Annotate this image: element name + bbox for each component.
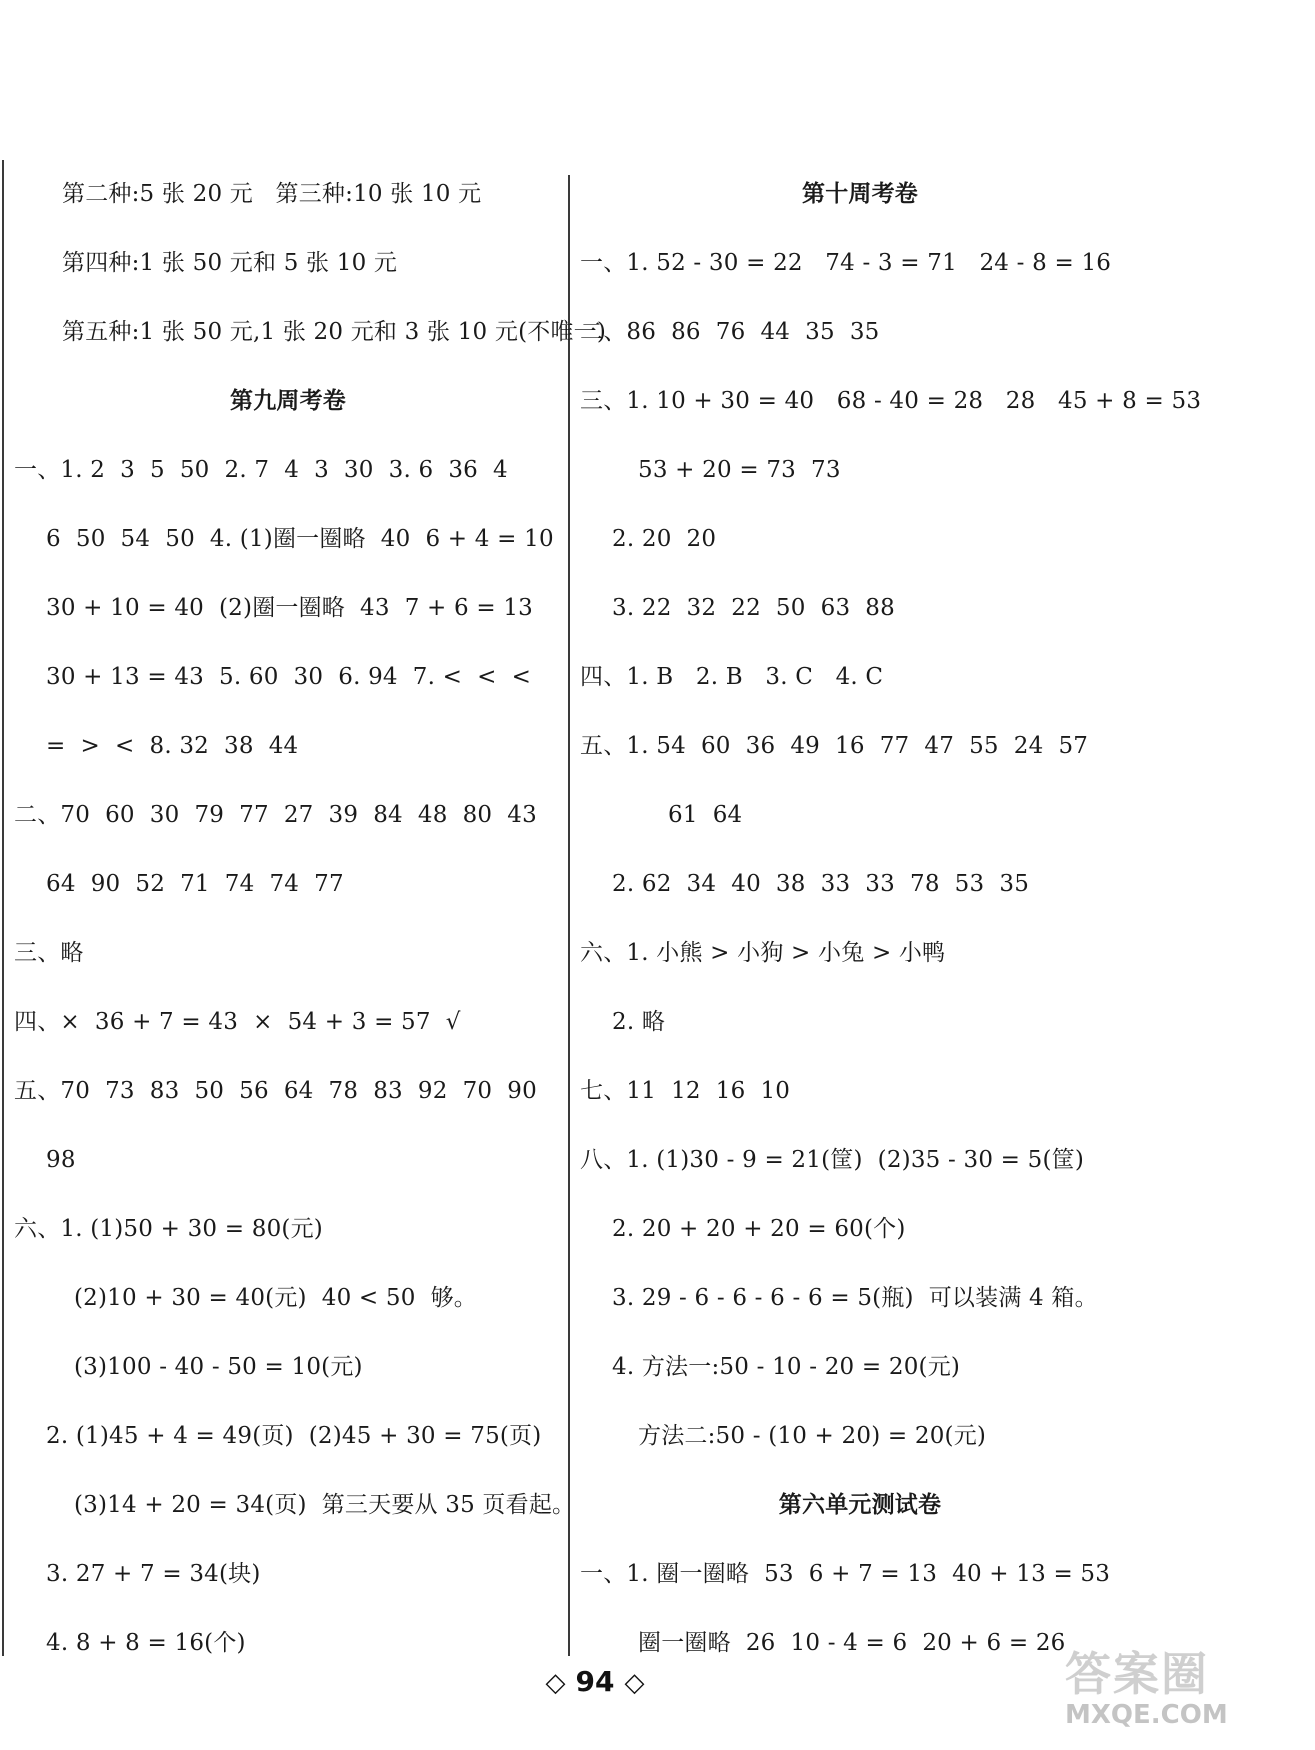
answer-line: 2. 略	[612, 1009, 666, 1035]
right-column	[580, 160, 1300, 1678]
left-margin-rule	[2, 160, 4, 1656]
answer-line: 二、70 60 30 79 77 27 39 84 48 80 43	[14, 802, 537, 828]
answer-line: 三、1. 10 + 30 = 40 68 - 40 = 28 28 45 + 8 = 53	[580, 388, 1202, 414]
answer-line: 圈一圈略 26 10 - 4 = 6 20 + 6 = 26	[638, 1630, 1066, 1656]
watermark-logo: 答案圈	[1065, 1647, 1209, 1701]
answer-line: 53 + 20 = 73 73	[638, 457, 841, 483]
answer-line: 4. 8 + 8 = 16(个)	[46, 1630, 246, 1656]
answer-line: 方法二:50 - (10 + 20) = 20(元)	[638, 1423, 987, 1449]
answer-line: 2. 62 34 40 38 33 33 78 53 35	[612, 871, 1030, 897]
diamond-right-icon: ◇	[624, 1668, 645, 1698]
answer-line: 八、1. (1)30 - 9 = 21(筐) (2)35 - 30 = 5(筐)	[580, 1147, 1085, 1173]
answer-line: 3. 29 - 6 - 6 - 6 - 6 = 5(瓶) 可以装满 4 箱。	[612, 1285, 1098, 1311]
answer-line: 98	[46, 1147, 76, 1173]
answer-line: 第五种:1 张 50 元,1 张 20 元和 3 张 10 元(不唯一)	[62, 319, 607, 345]
answer-line: 6 50 54 50 4. (1)圈一圈略 40 6 + 4 = 10	[46, 526, 554, 552]
answer-line: (2)10 + 30 = 40(元) 40 < 50 够。	[74, 1285, 477, 1311]
answer-line: 七、11 12 16 10	[580, 1078, 791, 1104]
page-footer	[0, 1665, 1190, 1698]
answer-line: 2. 20 20	[612, 526, 717, 552]
answer-line: 四、1. B 2. B 3. C 4. C	[580, 664, 884, 690]
page-number: 94	[575, 1665, 615, 1698]
answer-line: 六、1. (1)50 + 30 = 80(元)	[14, 1216, 323, 1242]
section-heading-unit6: 第六单元测试卷	[778, 1492, 942, 1518]
answer-line: 六、1. 小熊 > 小狗 > 小兔 > 小鸭	[580, 940, 946, 966]
answer-line: = > < 8. 32 38 44	[46, 733, 299, 759]
answer-line: 第四种:1 张 50 元和 5 张 10 元	[62, 250, 398, 276]
answer-line: 三、略	[14, 940, 84, 966]
section-heading-week9: 第九周考卷	[230, 388, 346, 414]
answer-line: 五、70 73 83 50 56 64 78 83 92 70 90	[14, 1078, 537, 1104]
answer-line: 4. 方法一:50 - 10 - 20 = 20(元)	[612, 1354, 961, 1380]
diamond-left-icon: ◇	[545, 1668, 566, 1698]
answer-line: 30 + 10 = 40 (2)圈一圈略 43 7 + 6 = 13	[46, 595, 534, 621]
column-divider	[568, 175, 570, 1656]
answer-line: 3. 22 32 22 50 63 88	[612, 595, 895, 621]
answer-line: (3)14 + 20 = 34(页) 第三天要从 35 页看起。	[74, 1492, 576, 1518]
left-column	[14, 160, 607, 1678]
answer-line: 五、1. 54 60 36 49 16 77 47 55 24 57	[580, 733, 1089, 759]
answer-line: 一、1. 52 - 30 = 22 74 - 3 = 71 24 - 8 = 16	[580, 250, 1112, 276]
watermark-url: MXQE.COM	[1065, 1700, 1228, 1730]
answer-line: 四、× 36 + 7 = 43 × 54 + 3 = 57 √	[14, 1009, 461, 1035]
answer-line: 一、1. 圈一圈略 53 6 + 7 = 13 40 + 13 = 53	[580, 1561, 1111, 1587]
answer-line: 30 + 13 = 43 5. 60 30 6. 94 7. < < <	[46, 664, 532, 690]
section-heading-week10: 第十周考卷	[802, 181, 918, 207]
answer-line: 64 90 52 71 74 74 77	[46, 871, 344, 897]
site-watermark	[1065, 1648, 1295, 1738]
answer-line: 一、1. 2 3 5 50 2. 7 4 3 30 3. 6 36 4	[14, 457, 508, 483]
answer-line: 61 64	[668, 802, 743, 828]
answer-line: 3. 27 + 7 = 34(块)	[46, 1561, 261, 1587]
answer-line: 2. 20 + 20 + 20 = 60(个)	[612, 1216, 906, 1242]
answer-line: (3)100 - 40 - 50 = 10(元)	[74, 1354, 363, 1380]
answer-line: 2. (1)45 + 4 = 49(页) (2)45 + 30 = 75(页)	[46, 1423, 542, 1449]
answer-line: 二、86 86 76 44 35 35	[580, 319, 880, 345]
answer-line: 第二种:5 张 20 元 第三种:10 张 10 元	[62, 181, 482, 207]
